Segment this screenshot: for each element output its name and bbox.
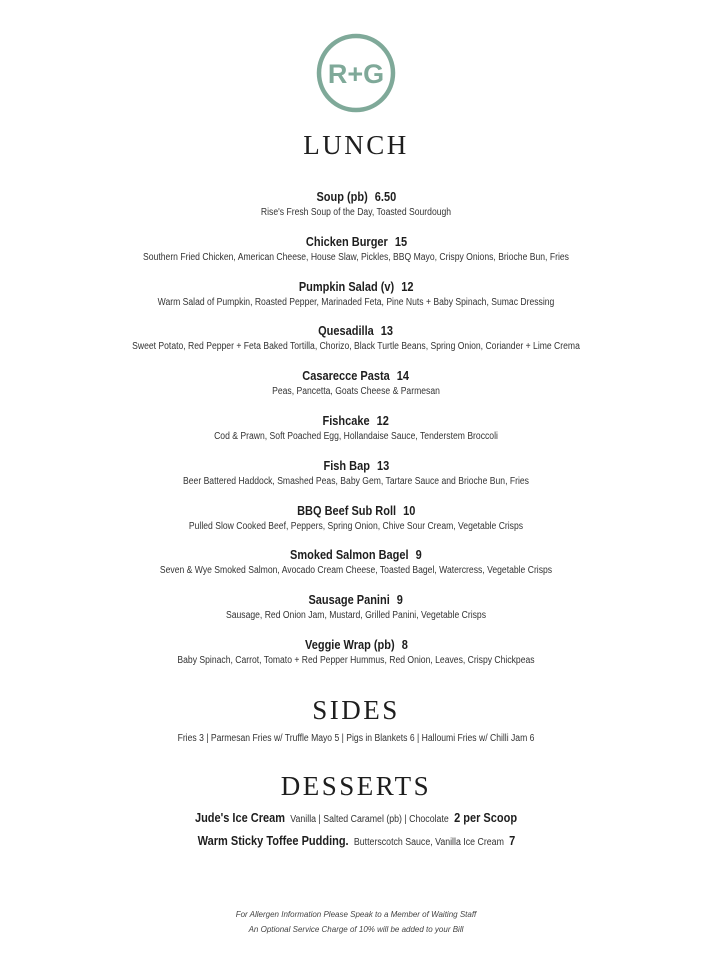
menu-item-description: Sweet Potato, Red Pepper + Feta Baked Tortilla, Chorizo, Black Turtle Beans, Spring Onion, Coriander + Lime Crema (132, 341, 580, 353)
menu-item-price: 9 (415, 548, 422, 563)
menu-item-name (297, 503, 415, 520)
menu-item-description: Baby Spinach, Carrot, Tomato + Red Pepper Hummus, Red Onion, Leaves, Crispy Chickpeas (177, 654, 535, 666)
menu-item-description: Southern Fried Chicken, American Cheese, House Slaw, Pickles, BBQ Mayo, Crispy Onions, Brioche Bun, Fries (143, 251, 569, 263)
logo-text: R+G (327, 59, 385, 89)
menu-item-price: 9 (397, 593, 404, 608)
menu-item-description: Rise's Fresh Soup of the Day, Toasted Sourdough (260, 207, 452, 218)
menu-item (0, 636, 712, 681)
menu-item-title: Quesadilla (318, 324, 375, 339)
menu-item-name (319, 323, 394, 340)
menu-item (0, 546, 712, 591)
menu-item-title: Chicken Burger (305, 234, 388, 249)
menu-item-price: 12 (401, 279, 414, 294)
menu-item (0, 502, 712, 547)
dessert-item (0, 809, 712, 827)
menu-item-description: Seven & Wye Smoked Salmon, Avocado Cream Cheese, Toasted Bagel, Watercress, Vegetable Crisps (159, 565, 553, 577)
menu-item-title: Casarecce Pasta (302, 369, 391, 384)
dessert-item (0, 832, 712, 850)
menu-item-price: 8 (401, 637, 408, 652)
menu-item (0, 233, 712, 278)
dessert-price: 7 (508, 834, 515, 848)
menu-item-price: 13 (376, 458, 389, 473)
menu-item-name (303, 368, 410, 385)
dessert-description: Butterscotch Sauce, Vanilla Ice Cream (353, 837, 504, 848)
lunch-title: LUNCH (303, 130, 409, 160)
service-charge-note: An Optional Service Charge of 10% will be added to your Bill (248, 925, 464, 934)
dessert-name: Warm Sticky Toffee Pudding. (197, 834, 349, 848)
menu-item-name (290, 547, 422, 564)
menu-item-price: 10 (402, 503, 416, 518)
menu-item-title: Smoked Salmon Bagel (290, 548, 409, 563)
dessert-price: 2 per Scoop (454, 811, 518, 825)
menu-item-title: Fishcake (322, 413, 370, 428)
menu-item (0, 278, 712, 323)
menu-item (0, 188, 712, 233)
lunch-menu (0, 188, 712, 681)
menu-item-title: Fish Bap (323, 458, 370, 473)
menu-item-price: 6.50 (374, 190, 396, 204)
sides-list: Fries 3 | Parmesan Fries w/ Truffle Mayo 5 | Pigs in Blankets 6 | Halloumi Fries w/ Chilli Jam 6 (177, 733, 535, 744)
logo-seal-icon (315, 32, 397, 114)
menu-item-description: Beer Battered Haddock, Smashed Peas, Baby Gem, Tartare Sauce and Brioche Bun, Fries (183, 475, 529, 487)
menu-item-name (305, 637, 408, 654)
menu-item-description: Pulled Slow Cooked Beef, Peppers, Spring Onion, Chive Sour Cream, Vegetable Crisps (188, 520, 524, 532)
menu-item-price: 12 (376, 413, 390, 428)
dessert-name: Jude's Ice Cream (194, 811, 286, 825)
menu-item-title: Soup (pb) (316, 190, 368, 204)
menu-item-title: Pumpkin Salad (v) (298, 279, 395, 294)
menu-item-title: BBQ Beef Sub Roll (296, 503, 396, 518)
menu-item-name (323, 413, 389, 430)
dessert-description: Vanilla | Salted Caramel (pb) | Chocolate (290, 814, 449, 825)
menu-item-name (323, 458, 389, 475)
desserts-title: DESSERTS (280, 771, 432, 801)
menu-item-title: Sausage Panini (308, 593, 391, 608)
menu-item-name (309, 592, 403, 609)
menu-item-description: Sausage, Red Onion Jam, Mustard, Grilled Panini, Vegetable Crisps (225, 610, 487, 622)
menu-item-description: Peas, Pancetta, Goats Cheese & Parmesan (272, 386, 440, 398)
menu-item-name (316, 189, 396, 206)
menu-item (0, 457, 712, 502)
menu-item (0, 322, 712, 367)
menu-item-name (305, 234, 406, 251)
menu-item (0, 367, 712, 412)
logo (315, 32, 397, 114)
menu-item-description: Cod & Prawn, Soft Poached Egg, Hollandaise Sauce, Tenderstem Broccoli (214, 430, 498, 442)
allergen-note: For Allergen Information Please Speak to a Member of Waiting Staff (235, 910, 477, 919)
menu-item-name (299, 279, 414, 296)
menu-item (0, 591, 712, 636)
menu-item-description: Warm Salad of Pumpkin, Roasted Pepper, Marinaded Feta, Pine Nuts + Baby Spinach, Sumac Dressing (157, 296, 555, 308)
menu-item-price: 13 (381, 324, 394, 339)
menu-item-title: Veggie Wrap (pb) (304, 637, 395, 652)
menu-item (0, 412, 712, 457)
menu-item-price: 14 (397, 369, 410, 384)
menu-item-price: 15 (394, 234, 407, 249)
sides-title: SIDES (312, 695, 400, 725)
